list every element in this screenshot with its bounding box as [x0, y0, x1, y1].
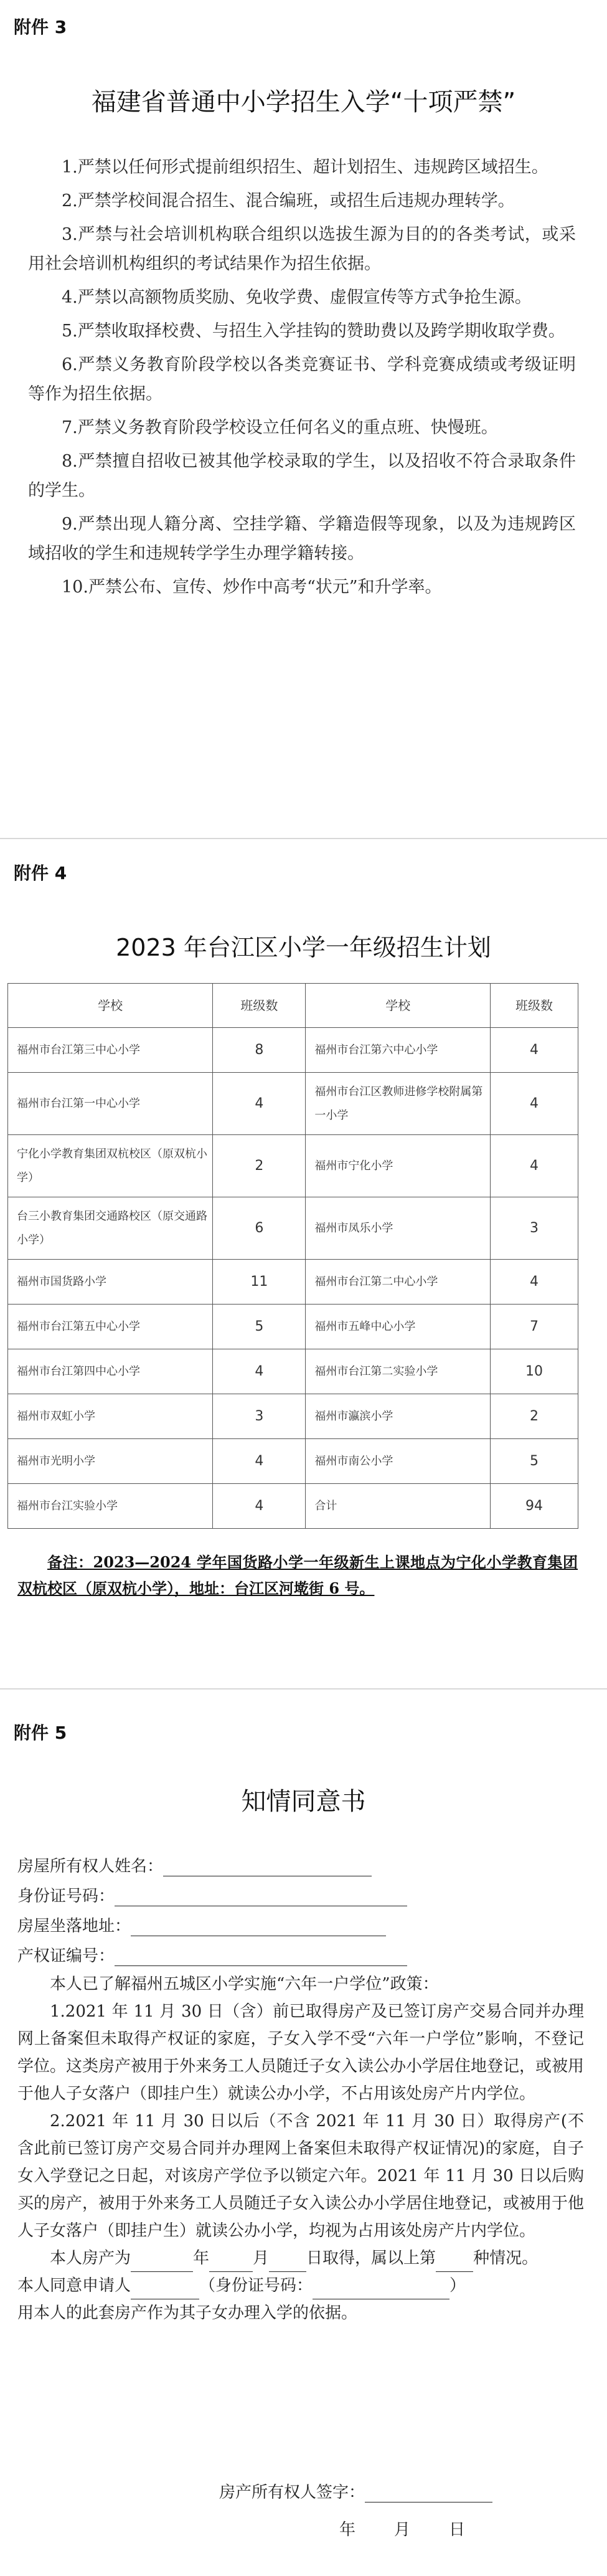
attachment-4-label: 附件 4: [14, 863, 67, 883]
address-row: [17, 1913, 386, 1936]
rule-item: 4.严禁以高额物质奖励、免收学费、虚假宣传等方式争抢生源。: [62, 288, 532, 307]
school-cell: 福州市台江实验小学: [8, 1484, 213, 1529]
class-count-cell: 5: [213, 1305, 306, 1349]
school-cell: 福州市宁化小学: [306, 1135, 491, 1197]
table-row: [8, 1305, 578, 1349]
class-count-cell: 4: [491, 1135, 578, 1197]
acquisition-day-field[interactable]: [269, 2253, 306, 2272]
school-cell: 台三小教育集团交通路校区（原交通路小学）: [8, 1197, 213, 1260]
school-cell: 福州市台江第六中心小学: [306, 1028, 491, 1073]
signature-label: 房产所有权人签字：: [219, 2483, 365, 2502]
school-cell: 福州市光明小学: [8, 1439, 213, 1484]
school-cell: 福州市台江第一中心小学: [8, 1073, 213, 1135]
class-count-cell: 2: [213, 1135, 306, 1197]
school-cell: 福州市台江第三中心小学: [8, 1028, 213, 1073]
applicant-id-field[interactable]: [313, 2280, 449, 2299]
signature-field[interactable]: [365, 2483, 492, 2502]
rule-item: 9.严禁出现人籍分离、空挂学籍、学籍造假等现象，以及为违规跨区域招收的学生和违规转学学生办理学籍转接。: [28, 515, 576, 563]
class-count-cell: 8: [213, 1028, 306, 1073]
section-divider: [0, 1688, 607, 1690]
id-number-field[interactable]: [115, 1887, 407, 1906]
rule-item: 6.严禁义务教育阶段学校以各类竞赛证书、学科竞赛成绩或考级证明等作为招生依据。: [28, 355, 576, 404]
table-row: [8, 1484, 578, 1529]
consent-text-c: ）: [449, 2276, 466, 2295]
attachment-3-title: 福建省普通中小学招生入学“十项严禁”: [91, 88, 516, 116]
school-cell: 福州市台江第二中心小学: [306, 1260, 491, 1305]
acquisition-month-field[interactable]: [209, 2253, 253, 2272]
enrollment-plan-table: [7, 983, 578, 1529]
school-cell: 宁化小学教育集团双杭校区（原双杭小学）: [8, 1135, 213, 1197]
class-count-cell: 94: [491, 1484, 578, 1529]
acquisition-text-c: 月: [253, 2249, 270, 2268]
class-count-cell: 3: [491, 1197, 578, 1260]
table-row: [8, 1073, 578, 1135]
acquisition-year-field[interactable]: [131, 2253, 193, 2272]
school-cell: 福州市台江第五中心小学: [8, 1305, 213, 1349]
school-cell: 福州市瀛滨小学: [306, 1394, 491, 1439]
header-school-a: 学校: [8, 984, 213, 1028]
rule-item: 2.严禁学校间混合招生、混合编班，或招生后违规办理转学。: [62, 191, 515, 211]
policy-item-1: 1.2021 年 11 月 30 日（含）前已取得房产及已签订房产交易合同并办理网上备案但未取得产权证的家庭，子女入学不受“六年一户学位”影响，不登记学位。这类房产被用于外来务工人员随迁子女入读公办小学居住地登记，或被用于他人子女落户（即挂户生）就读公办小学，不占用该处房产片内学位。: [17, 2002, 585, 2103]
class-count-cell: 4: [213, 1439, 306, 1484]
owner-name-label: 房屋所有权人姓名：: [17, 1857, 164, 1876]
class-count-cell: 6: [213, 1197, 306, 1260]
attachment-3-label: 附件 3: [14, 17, 67, 37]
rule-item: 3.严禁与社会培训机构联合组织以选拔生源为目的的各类考试，或采用社会培训机构组织的考试结果作为招生依据。: [28, 225, 576, 273]
signature-date: [339, 2517, 465, 2540]
cert-number-field[interactable]: [115, 1947, 407, 1966]
class-count-cell: 4: [491, 1260, 578, 1305]
header-classes-a: 班级数: [213, 984, 306, 1028]
attachment-4-title: 2023 年台江区小学一年级招生计划: [116, 934, 491, 961]
table-header-row: [8, 984, 578, 1028]
consent-text-d: 用本人的此套房产作为其子女办理入学的依据。: [17, 2304, 358, 2322]
school-cell: 福州市台江区教师进修学校附属第一小学: [306, 1073, 491, 1135]
owner-name-row: [17, 1853, 372, 1876]
table-row: [8, 1439, 578, 1484]
address-label: 房屋坐落地址：: [17, 1917, 131, 1936]
rule-item: 1.严禁以任何形式提前组织招生、超计划招生、违规跨区域招生。: [62, 158, 548, 177]
class-count-cell: 4: [491, 1028, 578, 1073]
owner-name-field[interactable]: [163, 1857, 372, 1876]
school-cell: 合计: [306, 1484, 491, 1529]
applicant-name-field[interactable]: [131, 2280, 199, 2299]
consent-text-b: （身份证号码：: [199, 2276, 313, 2295]
consent-body: [17, 1970, 584, 2327]
school-cell: 福州市台江第四中心小学: [8, 1349, 213, 1394]
policy-intro: 本人已了解福州五城区小学实施“六年一户学位”政策：: [50, 1975, 439, 1994]
school-cell: 福州市五峰中心小学: [306, 1305, 491, 1349]
school-cell: 福州市双虹小学: [8, 1394, 213, 1439]
rule-item: 7.严禁义务教育阶段学校设立任何名义的重点班、快慢班。: [62, 418, 498, 437]
section-divider: [0, 838, 607, 839]
consent-text-a: 本人同意申请人: [17, 2276, 131, 2295]
header-classes-b: 班级数: [491, 984, 578, 1028]
school-cell: 福州市南公小学: [306, 1439, 491, 1484]
table-row: [8, 1394, 578, 1439]
school-cell: 福州市凤乐小学: [306, 1197, 491, 1260]
id-number-label: 身份证号码：: [17, 1887, 115, 1906]
school-cell: 福州市台江第二实验小学: [306, 1349, 491, 1394]
class-count-cell: 4: [491, 1073, 578, 1135]
header-school-b: 学校: [306, 984, 491, 1028]
acquisition-text-a: 本人房产为: [50, 2249, 131, 2268]
acquisition-statement: [17, 2245, 584, 2272]
class-count-cell: 4: [213, 1073, 306, 1135]
class-count-cell: 11: [213, 1260, 306, 1305]
table-note: 备注：2023—2024 学年国货路小学一年级新生上课地点为宁化小学教育集团双杭校区（原双杭小学），地址：台江区河墘街 6 号。: [17, 1553, 578, 1597]
signature-row: [219, 2479, 492, 2502]
date-year: 年: [339, 2521, 356, 2539]
attachment-5-label: 附件 5: [14, 1723, 67, 1743]
acquisition-text-d: 日取得，属以上第: [306, 2249, 436, 2268]
rule-item: 5.严禁收取择校费、与招生入学挂钩的赞助费以及跨学期收取学费。: [62, 321, 565, 341]
date-day: 日: [449, 2521, 466, 2539]
class-count-cell: 2: [491, 1394, 578, 1439]
cert-number-label: 产权证编号：: [17, 1947, 115, 1965]
date-month: 月: [394, 2521, 411, 2539]
class-count-cell: 4: [213, 1484, 306, 1529]
consent-statement: [17, 2272, 584, 2327]
class-count-cell: 4: [213, 1349, 306, 1394]
acquisition-text-b: 年: [193, 2249, 210, 2268]
school-cell: 福州市国货路小学: [8, 1260, 213, 1305]
table-row: [8, 1349, 578, 1394]
rule-item: 10.严禁公布、宣传、炒作中高考“状元”和升学率。: [62, 577, 442, 597]
cert-number-row: [17, 1943, 407, 1966]
table-row: [8, 1028, 578, 1073]
rule-item: 8.严禁擅自招收已被其他学校录取的学生，以及招收不符合录取条件的学生。: [28, 452, 576, 500]
table-row: [8, 1260, 578, 1305]
attachment-5-title: 知情同意书: [241, 1787, 366, 1816]
class-count-cell: 10: [491, 1349, 578, 1394]
class-count-cell: 5: [491, 1439, 578, 1484]
policy-item-2: 2.2021 年 11 月 30 日以后（不含 2021 年 11 月 30 日）取得房产(不含此前已签订房产交易合同并办理网上备案但未取得产权证情况)的家庭，自子女入学登记之日起，对该房产学位予以锁定六年。2021 年 11 月 30 日以后购买的房产，被用于外来务工人员随迁子女入读公办小学居住地登记，或被用于他人子女落户（即挂户生）就读公办小学，均视为占用该处房产片内学位。: [17, 2112, 585, 2240]
class-count-cell: 7: [491, 1305, 578, 1349]
class-count-cell: 3: [213, 1394, 306, 1439]
acquisition-text-e: 种情况。: [473, 2249, 539, 2268]
rules-list: [28, 153, 576, 606]
address-field[interactable]: [131, 1917, 386, 1936]
table-row: [8, 1197, 578, 1260]
case-number-field[interactable]: [436, 2253, 473, 2272]
table-row: [8, 1135, 578, 1197]
id-number-row: [17, 1883, 407, 1906]
